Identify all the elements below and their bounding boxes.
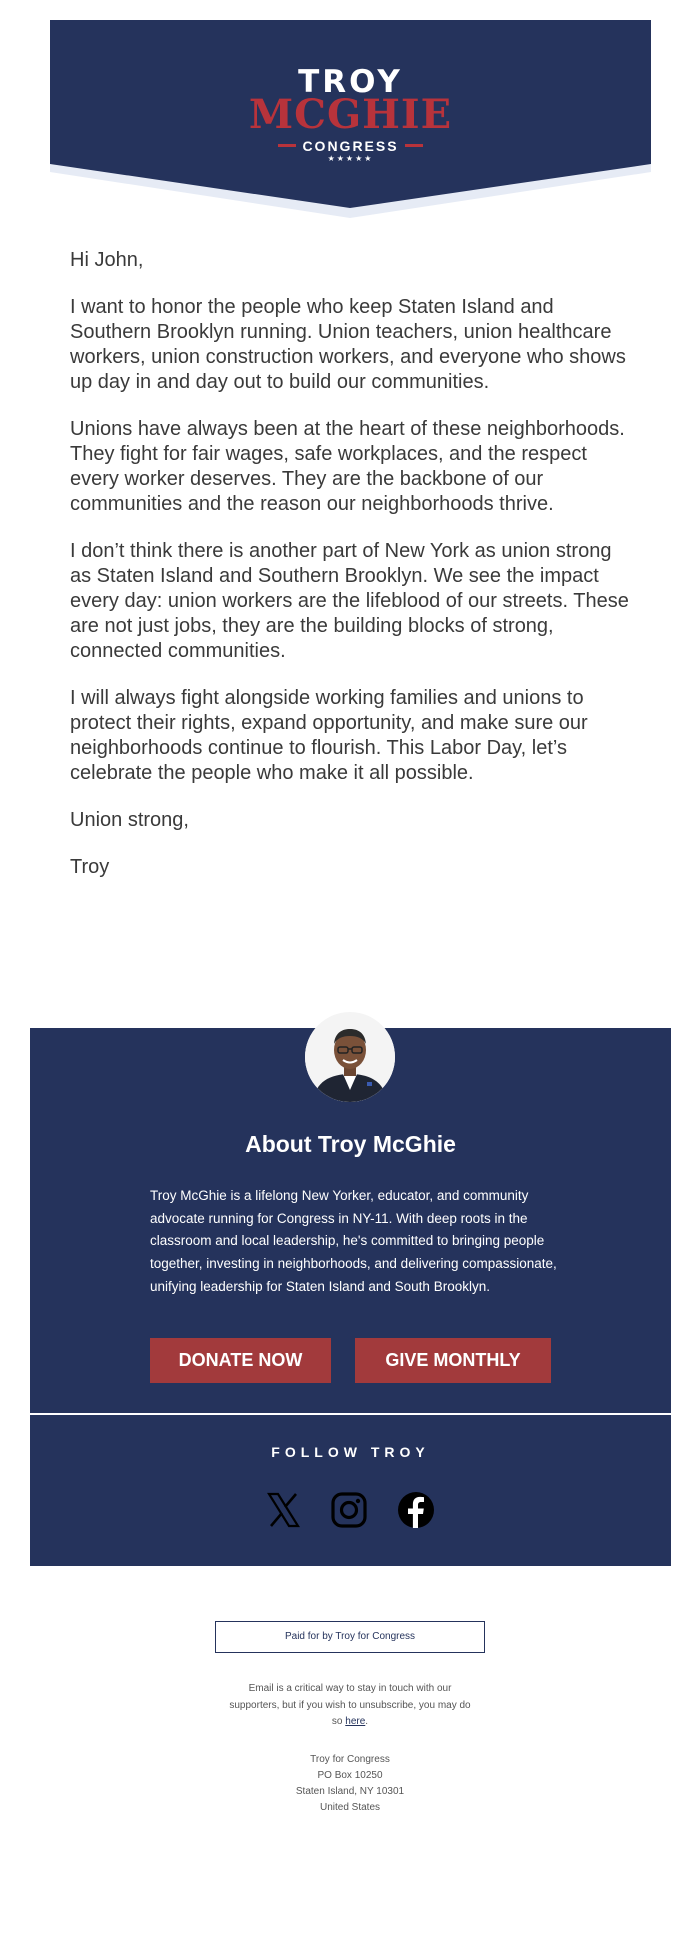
logo-subtitle: CONGRESS bbox=[302, 137, 399, 154]
logo-stars: ★★★★★ bbox=[327, 153, 374, 163]
header-banner bbox=[50, 20, 651, 220]
letter-body bbox=[70, 248, 630, 902]
address-line: United States bbox=[319, 1802, 381, 1813]
candidate-portrait-icon bbox=[305, 1012, 395, 1102]
campaign-logo bbox=[50, 64, 651, 164]
letter-paragraph: I want to honor the people who keep Staten Island and Southern Brooklyn running. Union teachers, union healthcare workers, union construction workers, and everyone who shows up day in and day out to build our communities. bbox=[70, 296, 626, 393]
about-title: About Troy McGhie bbox=[245, 1131, 456, 1157]
logo-name-top: TROY bbox=[298, 64, 403, 100]
give-monthly-button[interactable]: GIVE MONTHLY bbox=[355, 1338, 551, 1383]
paid-for-disclaimer: Paid for by Troy for Congress bbox=[215, 1621, 485, 1653]
address-line: Staten Island, NY 10301 bbox=[295, 1786, 405, 1797]
address-line: PO Box 10250 bbox=[317, 1770, 383, 1781]
logo-name-bottom: MCGHIE bbox=[248, 91, 453, 138]
letter-signature: Troy bbox=[70, 856, 110, 878]
letter-greeting: Hi John, bbox=[70, 249, 144, 271]
about-description: Troy McGhie is a lifelong New Yorker, educator, and community advocate running for Congress in NY-11. With deep roots in the classroom and local leadership, he's committed to bringing people together, investing in neighborhoods, and delivering compassionate, unifying leadership for Staten Island and South Brooklyn. bbox=[150, 1188, 557, 1294]
unsubscribe-note bbox=[225, 1681, 475, 1731]
mailing-address bbox=[225, 1752, 475, 1816]
candidate-avatar bbox=[305, 1012, 395, 1102]
logo-subtitle-row bbox=[278, 138, 422, 154]
address-line: Troy for Congress bbox=[310, 1754, 390, 1765]
unsubscribe-link[interactable]: here bbox=[345, 1716, 366, 1727]
about-section bbox=[30, 1028, 671, 1566]
facebook-icon[interactable] bbox=[396, 1490, 436, 1530]
follow-heading: FOLLOW TROY bbox=[271, 1444, 430, 1460]
x-icon[interactable] bbox=[263, 1490, 303, 1530]
donate-now-button[interactable]: DONATE NOW bbox=[150, 1338, 331, 1383]
unsubscribe-text: Email is a critical way to stay in touch with our supporters, but if you wish to unsubscribe, you may do so bbox=[229, 1683, 471, 1727]
logo-rule-left bbox=[278, 144, 296, 147]
instagram-icon[interactable] bbox=[329, 1490, 369, 1530]
section-divider bbox=[30, 1413, 671, 1415]
letter-paragraph: I don’t think there is another part of New York as union strong as Staten Island and Southern Brooklyn. We see the impact every day: union workers are the lifeblood of our streets. These are not just jobs, they are the building blocks of strong, connected communities. bbox=[70, 540, 629, 662]
logo-rule-right bbox=[405, 144, 423, 147]
unsubscribe-period: . bbox=[365, 1716, 369, 1727]
letter-paragraph: I will always fight alongside working families and unions to protect their rights, expand opportunity, and make sure our neighborhoods continue to flourish. This Labor Day, let’s celebrate the people who make it all possible. bbox=[70, 687, 588, 784]
letter-closing: Union strong, bbox=[70, 809, 189, 831]
letter-paragraph: Unions have always been at the heart of these neighborhoods. They fight for fair wages, safe workplaces, and the respect every worker deserves. They are the backbone of our communities and the reason our neighborhoods thrive. bbox=[70, 418, 625, 515]
